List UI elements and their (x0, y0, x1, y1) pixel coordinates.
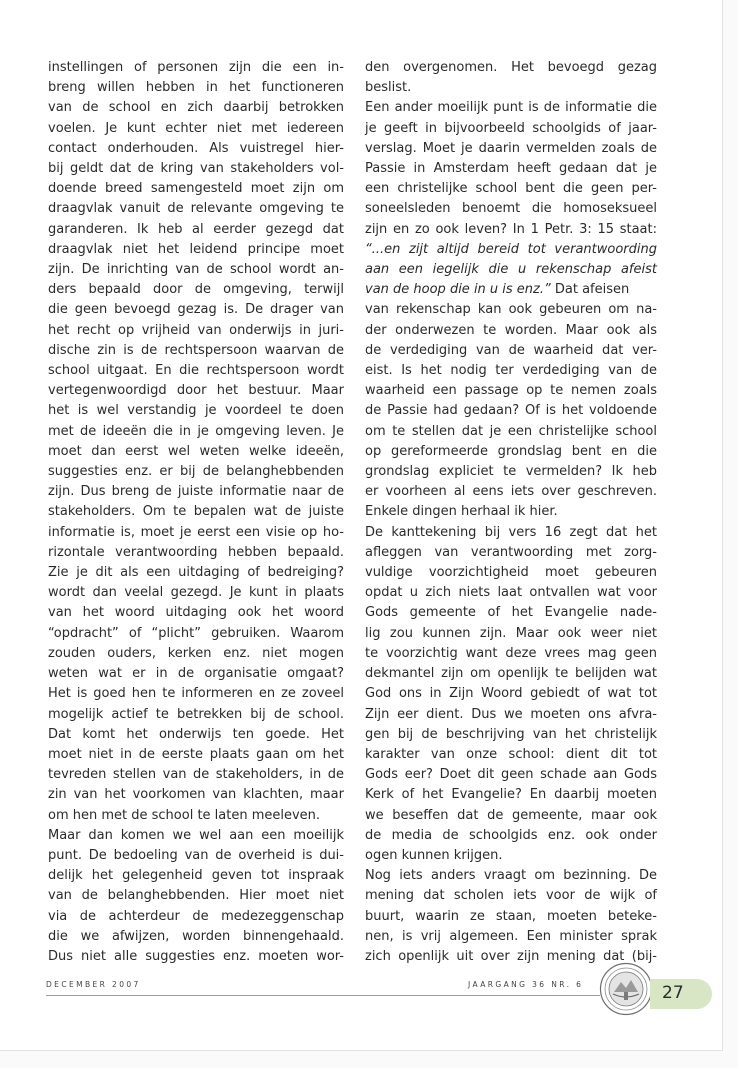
body-line: de verdediging van de waarheid dat ver- (365, 342, 657, 358)
body-line: instellingen of personen zijn die een in- (48, 60, 344, 75)
body-line: van de belanghebbenden. Hier moet niet (48, 888, 344, 904)
right-column (365, 58, 657, 967)
body-line: opdat u zich niets laat ontvallen wat voor (365, 585, 657, 601)
body-line: moet niet in de eerste plaats gaan om het (48, 746, 344, 762)
body-line: zouden ouders, kerken enz. niet mogen (48, 645, 344, 661)
body-line: voelen. Je kunt echter niet met iedereen (48, 120, 344, 136)
body-line: Kerk of het Evangelie? En daarbij moeten (365, 787, 657, 803)
body-line: Het is goed hen te informeren en ze zoveel (48, 686, 344, 702)
body-line: stakeholders. Om te bepalen wat de juiste (48, 504, 344, 520)
body-line: Een ander moeilijk punt is de informatie die (365, 100, 657, 116)
body-line: Dus niet alle suggesties enz. moeten wor- (48, 948, 344, 964)
body-line: om hen met de school te laten meeleven. (48, 807, 321, 823)
body-line: den overgenomen. Het bevoegd gezag (365, 60, 657, 75)
magazine-emblem-icon (599, 962, 653, 1016)
body-line: van de school en zich daarbij betrokken (48, 100, 344, 116)
body-line: mening dat scholen iets voor de wijk of (365, 888, 657, 904)
body-line: vertegenwoordigd door het bestuur. Maar (48, 383, 344, 399)
body-line: God ons in Zijn Woord gebiedt of wat tot (365, 686, 657, 702)
quote-line: “...en zijt altijd bereid tot verantwoording (365, 241, 657, 257)
body-line: informatie is, moet je eerst een visie op ho- (48, 524, 344, 540)
body-line: beslist. (365, 80, 412, 96)
body-line: tevreden stellen van de stakeholders, in de (48, 767, 344, 783)
body-line: weten wat er in de organisatie omgaat? (48, 666, 344, 682)
body-line: waarheid een passage op te nemen zoals (365, 383, 657, 399)
body-line: het recht op vrijheid van onderwijs in juri- (48, 322, 344, 338)
body-line: Zie je dit als een uitdaging of bedreiging? (48, 565, 344, 581)
body-line: punt. De bedoeling van de overheid is dui- (48, 847, 344, 863)
body-line: Maar dan komen we wel aan een moeilijk (48, 827, 344, 843)
body-line: eist. Is het nodig ter verdediging van de (365, 363, 657, 379)
body-line (365, 280, 657, 300)
body-line: afleggen van verantwoording met zorg- (365, 544, 657, 560)
body-line: zijn en zo ook leven? In 1 Petr. 3: 15 staat: (365, 221, 657, 237)
body-line: een christelijke school bent die geen per- (365, 181, 657, 197)
body-line: ogen kunnen krijgen. (365, 847, 503, 863)
body-line: het is wel verstandig je voordeel te doen (48, 403, 344, 419)
body-line: van het woord uitdaging ook het woord (48, 605, 344, 621)
body-line: je geeft in bijvoorbeeld schoolgids of jaar- (365, 120, 657, 136)
body-line: contact onderhouden. Als vuistregel hier- (48, 140, 344, 156)
body-line: te voorzichtig want deze vrees mag geen (365, 645, 657, 661)
body-line: draagvlak niet het leidend principe moet (48, 241, 344, 257)
body-line: op gereformeerde grondslag bent en die (365, 443, 657, 459)
body-line: delijk het gelegenheid geven tot inspraak (48, 868, 344, 884)
footer-rule (46, 995, 600, 996)
body-line-tail: Dat afeisen (550, 282, 630, 298)
body-line: suggesties enz. er bij de belanghebbenden (48, 464, 344, 480)
body-line: Gods gemeente of het Evangelie nade- (365, 605, 657, 621)
body-line: om te stellen dat je een christelijke school (365, 423, 657, 439)
body-line: nen, is vrij algemeen. Een minister sprak (365, 928, 657, 944)
body-line: die we afwijzen, worden binnengehaald. (48, 928, 344, 944)
body-line: wordt dan veelal gezegd. Je kunt in plaats (48, 585, 344, 601)
body-line: Gods eer? Doet dit geen schade aan Gods (365, 767, 657, 783)
body-line: rizontale verantwoording hebben bepaald. (48, 544, 344, 560)
body-line: grondslag expliciet te vermelden? Ik heb (365, 464, 657, 480)
body-line: soneelsleden benoemt die homoseksueel (365, 201, 657, 217)
body-line: der onderwezen te worden. Maar ook als (365, 322, 657, 338)
body-line: zijn. De inrichting van de school wordt an- (48, 262, 344, 278)
body-line: bij geldt dat de kring van stakeholders vol- (48, 161, 344, 177)
body-line: Dat komt het onderwijs ten goede. Het (48, 726, 344, 742)
body-line: we beseffen dat de gemeente, maar ook (365, 807, 657, 823)
body-line: zijn. Dus breng de juiste informatie naar de (48, 484, 344, 500)
body-line: verslag. Moet je daarin vermelden zoals de (365, 140, 657, 156)
body-line: zich openlijk uit over zijn mening dat (bij- (365, 948, 657, 964)
body-line: buurt, waarin ze staan, moeten beteke- (365, 908, 657, 924)
body-line: mogelijk actief te betrekken bij de school. (48, 706, 344, 722)
page-number: 27 (662, 983, 684, 1003)
body-line: de Passie had gedaan? Of is het voldoende (365, 403, 657, 419)
body-line: dekmantel zijn om openlijk te belijden wat (365, 666, 657, 682)
body-line: moet dan eerst wel weten welke ideeën, (48, 443, 344, 459)
body-line: karakter van onze school: dient dit tot (365, 746, 657, 762)
body-line: met de ideeën die in je omgeving leven. Je (48, 423, 344, 439)
body-line: lig zou kunnen zijn. Maar ook weer niet (365, 625, 657, 641)
body-line: De kanttekening bij vers 16 zegt dat het (365, 524, 657, 540)
body-line: via de achterdeur de medezeggenschap (48, 908, 344, 924)
body-line: van rekenschap kan ook gebeuren om na- (365, 302, 657, 318)
body-line: Nog iets anders vraagt om bezinning. De (365, 868, 657, 884)
body-line: zin van het voorkomen van klachten, maar (48, 787, 344, 803)
body-line: garanderen. Ik heb al eerder gezegd dat (48, 221, 344, 237)
body-line: doende breed samengesteld moet zijn om (48, 181, 344, 197)
footer-volume: JAARGANG 36 NR. 6 (468, 980, 584, 989)
body-line: Zijn eer dient. Dus we moeten ons afvra- (365, 706, 657, 722)
body-line: “opdracht” of “plicht” gebruiken. Waarom (48, 625, 344, 641)
body-line: die geen bevoegd gezag is. De drager van (48, 302, 344, 318)
quote-line: aan een iegelijk die u rekenschap afeist (365, 262, 657, 278)
footer-date: DECEMBER 2007 (46, 980, 141, 989)
body-line: er voorheen al eens iets over geschreven. (365, 484, 657, 500)
body-line: Passie in Amsterdam heeft gedaan dat je (365, 161, 657, 177)
body-line: dische zin is de rechtspersoon waarvan de (48, 342, 344, 358)
body-line: Enkele dingen herhaal ik hier. (365, 504, 558, 520)
body-line: school uitgaat. En die rechtspersoon wordt (48, 363, 344, 379)
quote-line: van de hoop die in u is enz.” (365, 282, 551, 298)
body-line: de media de schoolgids enz. ook onder (365, 827, 657, 843)
body-line: breng willen hebben in het functioneren (48, 80, 344, 96)
page-number-badge (650, 979, 712, 1009)
body-line: vuldige voorzichtigheid moet gebeuren (365, 565, 657, 581)
left-column (48, 58, 344, 967)
body-line: ders bepaald door de omgeving, terwijl (48, 282, 344, 298)
body-line: draagvlak vanuit de relevante omgeving te (48, 201, 344, 217)
body-line: gen bij de beschrijving van het christelijk (365, 726, 657, 742)
